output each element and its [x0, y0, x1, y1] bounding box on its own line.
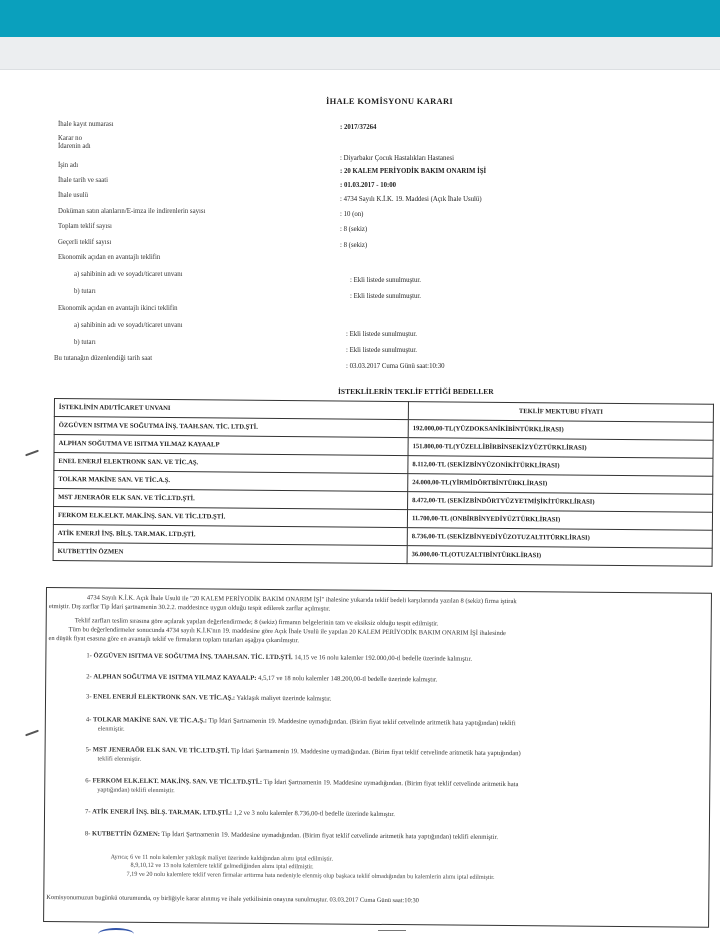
- field-value: : 8 (sekiz): [340, 226, 368, 233]
- bidder-name: ENEL ENERJİ ELEKTRONK SAN. VE TİC.AŞ.: [54, 453, 408, 474]
- item-text: Tip İdari Şartnamenin 19. Maddesine uymadığından. (Birim fiyat teklif cetvelinde aritmetik hata yaptığından) teklifi elenmiştir.: [161, 831, 499, 841]
- field-label: İşin adı: [58, 162, 79, 169]
- field-label: Doküman satın alanların/E-imza ile indirenlerin sayısı: [58, 208, 206, 215]
- bidder-name: TOLKAR MAKİNE SAN. VE TİC.A.Ş.: [54, 471, 408, 492]
- note-line: 8,9,10,12 ve 13 nolu kalemlere teklif gelmediğinden alımı iptal edilmiştir.: [130, 861, 314, 871]
- note-line: 7,19 ve 20 nolu kalemlere teklif veren firmalar arttırma hata nedeniyle elenmiş olup başkaca teklif olmadığından bu kalemlerin alımı iptal edilmiştir.: [126, 870, 495, 881]
- bid-price: 11.700,00-TL (ONBİRBİNYEDİYÜZTÜRKLİRASI): [407, 510, 712, 531]
- field-value: : Ekli listede sunulmuştur.: [346, 331, 417, 338]
- bid-price: 8.112,00-TL (SEKİZBİNYÜZONİKİTÜRKLİRASI): [408, 456, 713, 477]
- field-label: b) tutarı: [74, 288, 96, 295]
- list-item: [86, 716, 516, 727]
- margin-mark: [25, 450, 39, 457]
- item-company: ENEL ENERJİ ELEKTRONK SAN. VE TİC.AŞ.:: [93, 693, 236, 702]
- field-value: : Ekli listede sunulmuştur.: [350, 293, 421, 300]
- field-label: İhale tarih ve saati: [58, 177, 109, 184]
- field-value: : Ekli listede sunulmuştur.: [346, 347, 417, 354]
- list-item: [86, 673, 437, 683]
- field-label: Ekonomik açıdan en avantajlı ikinci teklifin: [58, 305, 178, 312]
- bid-price: 36.000,00-TL(OTUZALTIBİNTÜRKLİRASI): [407, 546, 712, 567]
- paragraph-line: etmiştir. Dış zarflar Tip İdari şartnamenin 30.2.2. maddesince uygun olduğu tespit edilerek zarflar açılmıştır.: [48, 603, 331, 613]
- bidder-name: FERKOM ELK.ELKT. MAK.İNŞ. SAN. VE TİC.LTD.ŞTİ.: [53, 507, 407, 528]
- item-company: TOLKAR MAKİNE SAN. VE TİC.A.Ş.:: [92, 716, 207, 725]
- list-item: [85, 830, 498, 841]
- item-text: 4,5,17 ve 18 nolu kalemler 148.200,00-tl bedelle üzerinde kalmıştır.: [258, 674, 438, 684]
- stamp-arc: [98, 928, 134, 940]
- field-value: : 4734 Sayılı K.İ.K. 19. Maddesi (Açık İhale Usulü): [340, 196, 482, 203]
- bidder-name: ÖZGÜVEN ISITMA VE SOĞUTMA İNŞ. TAAH.SAN. TİC. LTD.ŞTİ.: [54, 417, 408, 438]
- item-text: Tip İdari Şartnamenin 19. Maddesine uymadığından. (Birim fiyat teklif cetvelinde aritmetik hata: [263, 778, 519, 789]
- field-label: İhale kayıt numarası: [58, 121, 114, 128]
- bid-price: 24.000,00-TL(YİRMİDÖRTBİNTÜRKLİRASI): [408, 474, 713, 495]
- bidder-name: MST JENERAÖR ELK SAN. VE TİC.LTD.ŞTİ.: [54, 489, 408, 510]
- bidder-name: ALPHAN SOĞUTMA VE ISITMA YILMAZ KAYAALP: [54, 435, 408, 456]
- closing-line: Komisyonumuzun bugünkü oturumunda, oy birliğiyle karar alınmış ve ihale yetkilisinin onayına sunulmuştur. 03.03.2017 Cuma Günü saat:10:30: [46, 894, 419, 905]
- item-continuation: elenmiştir.: [97, 725, 125, 733]
- bid-price: 192.000,00-TL(YÜZDOKSANİKİBİNTÜRKLİRASI): [408, 420, 713, 441]
- field-value: : 03.03.2017 Cuma Günü saat:10:30: [346, 363, 445, 370]
- item-number: 2-: [86, 673, 92, 681]
- item-text: 14,15 ve 16 nolu kalemler 192.000,00-tl bedelle üzerinde kalmıştır.: [294, 654, 473, 663]
- field-value: : 20 KALEM PERİYODİK BAKIM ONARIM İŞİ: [340, 168, 487, 175]
- paragraph-line: Tüm bu değerlendirmeler sonucunda 4734 sayılı K.İ.K'nın 19. maddesine göre Açık İhale Usulü ile yapılan 20 KALEM PERİYODİK BAKIM ONARIM İŞİ ihalesinde: [68, 626, 506, 638]
- field-label: Bu tutanağın düzenlendiği tarih saat: [54, 355, 153, 362]
- item-continuation: yaptığından) teklifi elenmiştir.: [97, 786, 175, 795]
- bids-table: [53, 398, 714, 567]
- field-value: : Diyarbakır Çocuk Hastalıkları Hastanesi: [340, 155, 455, 162]
- item-text: Yaklaşık maliyet üzerinde kalmıştır.: [236, 694, 332, 703]
- bid-price: 8.472,00-TL (SEKİZBİNDÖRTYÜZYETMİŞİKİTÜRKLİRASI): [408, 492, 713, 513]
- field-value: : 01.03.2017 - 10:00: [340, 182, 397, 189]
- item-number: 3-: [86, 693, 92, 701]
- field-label: b) tutarı: [74, 339, 96, 346]
- document-title: İHALE KOMİSYONU KARARI: [326, 96, 454, 106]
- bid-price: 8.736,00-TL (SEKİZBİNYEDİYÜZOTUZALTITÜRKLİRASI): [407, 528, 712, 549]
- paragraph-line: en düşük fiyat esasına göre en avantajlı teklif ve firmaların toplam tutarları aşağıya çıkarılmıştır.: [48, 635, 300, 645]
- list-item: [86, 652, 472, 662]
- bid-price: 151.800,00-TL(YÜZELLİBİRBİNSEKİZYÜZTÜRKLİRASI): [408, 438, 713, 459]
- field-label: Karar no: [58, 135, 82, 142]
- decision-text-box: [43, 587, 712, 928]
- paragraph-line: Teklif zarfları teslim sırasına göre açılarak yapılan değerlendirmede; 8 (sekiz) firmanın belgelerinin tam ve eksiksiz olduğu tespit edilmiştir.: [74, 617, 439, 628]
- list-item: [86, 746, 521, 757]
- field-value: : 10 (on): [340, 211, 364, 218]
- field-label: a) sahibinin adı ve soyadı/ticaret unvanı: [74, 271, 183, 278]
- field-label: Ekonomik açıdan en avantajlı teklifin: [58, 254, 161, 261]
- item-text: Tip İdari Şartnamenin 19. Maddesine uymadığından. (Birim fiyat teklif cetvelinde aritmetik hata yaptığından) teklifi: [208, 717, 516, 728]
- item-number: 1-: [86, 652, 92, 660]
- item-number: 5-: [85, 746, 92, 754]
- item-company: ATİK ENERJİ İNŞ. BİLŞ. TAR.MAK. LTD.ŞTİ.:: [92, 808, 233, 817]
- field-label: İhale usulü: [58, 192, 89, 199]
- item-number: 8-: [84, 830, 91, 838]
- table-header: İSTEKLİNİN ADI/TİCARET UNVANI: [54, 399, 408, 420]
- top-header-bar: [0, 0, 720, 37]
- item-company: ÖZGÜVEN ISITMA VE SOĞUTMA İNŞ. TAAH.SAN. TİC. LTD.ŞTİ.: [93, 652, 293, 662]
- item-company: KUTBETTİN ÖZMEN:: [91, 830, 161, 839]
- margin-mark: [25, 730, 39, 737]
- item-company: ALPHAN SOĞUTMA VE ISITMA YILMAZ KAYAALP:: [93, 673, 257, 682]
- item-number: 4-: [85, 716, 92, 724]
- table-header: TEKLİF MEKTUBU FİYATI: [408, 402, 713, 423]
- item-number: 6-: [85, 777, 91, 785]
- document-page: [48, 90, 712, 933]
- item-company: MST JENERAÖR ELK SAN. VE TİC.LTD.ŞTİ.: [92, 746, 230, 755]
- field-label: İdarenin adı: [58, 143, 91, 150]
- field-value: : 2017/37264: [340, 124, 377, 131]
- list-item: [86, 693, 331, 702]
- item-company: FERKOM ELK.ELKT. MAK.İNŞ. SAN. VE TİC.LTD.ŞTİ.:: [92, 777, 263, 786]
- field-label: Geçerli teklif sayısı: [58, 239, 112, 246]
- note-line: Ayrıca; 6 ve 11 nolu kalemler yaklaşık maliyet üzerinde kaldığından alımı iptal edilmiştir.: [110, 853, 334, 863]
- bidder-name: KUTBETTİN ÖZMEN: [53, 542, 407, 563]
- item-text: 1,2 ve 3 nolu kalemler 8.736,00-tl bedelle üzerinde kalmıştır.: [233, 809, 395, 819]
- item-text: Tip İdari Şartnamenin 19. Maddesine uymadığından. (Birim fiyat teklif cetvelinde aritmetik hata yaptığından): [230, 747, 521, 758]
- field-value: : Ekli listede sunulmuştur.: [350, 277, 421, 284]
- field-value: : 8 (sekiz): [340, 242, 368, 249]
- item-continuation: teklifi elenmiştir.: [97, 755, 142, 763]
- list-item: [85, 808, 395, 818]
- bidder-name: ATİK ENERJİ İNŞ. BİLŞ. TAR.MAK. LTD.ŞTİ.: [53, 524, 407, 545]
- signature-mark: [378, 930, 406, 937]
- field-label: Toplam teklif sayısı: [58, 223, 112, 230]
- paragraph-line: 4734 Sayılı K.İ.K. Açık İhale Usulü ile "20 KALEM PERİYODİK BAKIM ONARIM İŞİ" ihalesine yukarıda teklif bedeli karşılarında yazılan 8 (sekiz) firma iştirak: [86, 594, 517, 606]
- field-label: a) sahibinin adı ve soyadı/ticaret unvanı: [74, 322, 183, 329]
- toolbar-strip: [0, 37, 720, 70]
- bids-caption: İSTEKLİLERİN TEKLİF ETTİĞİ BEDELLER: [338, 387, 494, 396]
- item-number: 7-: [85, 808, 91, 816]
